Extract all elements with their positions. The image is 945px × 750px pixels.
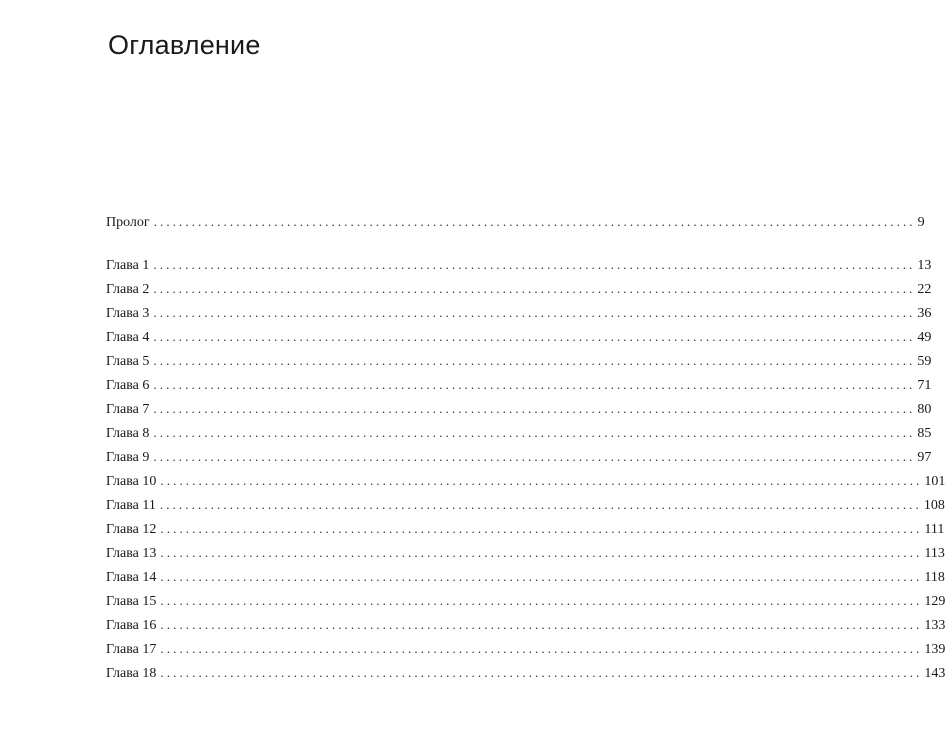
dot-leader: ........................................................................................................................ xyxy=(153,377,916,392)
toc-entry-page-number: 85 xyxy=(917,426,932,441)
toc-entry-page-number: 143 xyxy=(924,666,945,681)
toc-entry-label: Глава 17 xyxy=(106,638,160,662)
toc-entry-label: Глава 7 xyxy=(106,398,153,422)
toc-entry-chapter-18[interactable] xyxy=(106,661,945,685)
toc-entry-chapter-17[interactable] xyxy=(106,637,945,661)
dot-leader: ........................................................................................................................ xyxy=(153,305,916,320)
toc-entry-chapter-7[interactable] xyxy=(106,397,932,421)
dot-leader: ........................................................................................................................ xyxy=(160,521,923,536)
dot-leader: ........................................................................................................................ xyxy=(153,214,916,229)
toc-entry-chapter-9[interactable] xyxy=(106,445,932,469)
toc-entry-label: Глава 14 xyxy=(106,566,160,590)
toc-entry-chapter-13[interactable] xyxy=(106,541,945,565)
toc-entry-label: Глава 6 xyxy=(106,374,153,398)
toc-entry-page-number: 108 xyxy=(923,498,945,513)
toc-entry-page-number: 97 xyxy=(917,450,932,465)
toc-entry-chapter-3[interactable] xyxy=(106,301,932,325)
dot-leader: ........................................................................................................................ xyxy=(153,281,916,296)
dot-leader: ........................................................................................................................ xyxy=(153,329,916,344)
toc-entry-page-number: 113 xyxy=(924,546,945,561)
toc-entry-page-number: 9 xyxy=(917,215,925,230)
toc-entry-page-number: 59 xyxy=(917,354,932,369)
toc-entry-chapter-16[interactable] xyxy=(106,613,945,637)
toc-entry-chapter-1[interactable] xyxy=(106,253,932,277)
dot-leader: ........................................................................................................................ xyxy=(160,569,923,584)
dot-leader: ........................................................................................................................ xyxy=(153,353,916,368)
toc-entry-label: Глава 18 xyxy=(106,662,160,686)
toc-entry-chapter-4[interactable] xyxy=(106,325,932,349)
table-of-contents xyxy=(106,210,945,685)
toc-entry-chapter-12[interactable] xyxy=(106,517,945,541)
dot-leader: ........................................................................................................................ xyxy=(153,401,916,416)
dot-leader: ........................................................................................................................ xyxy=(160,665,923,680)
toc-entry-chapter-2[interactable] xyxy=(106,277,932,301)
toc-entry-label: Глава 1 xyxy=(106,254,153,278)
dot-leader: ........................................................................................................................ xyxy=(159,497,922,512)
dot-leader: ........................................................................................................................ xyxy=(160,545,923,560)
toc-entry-chapter-6[interactable] xyxy=(106,373,932,397)
toc-entry-page-number: 111 xyxy=(924,522,945,537)
toc-entry-label: Глава 13 xyxy=(106,542,160,566)
toc-entry-label: Глава 10 xyxy=(106,470,160,494)
toc-entry-page-number: 36 xyxy=(917,306,932,321)
toc-entry-label: Глава 2 xyxy=(106,278,153,302)
dot-leader: ........................................................................................................................ xyxy=(160,617,923,632)
dot-leader: ........................................................................................................................ xyxy=(153,449,916,464)
toc-entry-label: Глава 15 xyxy=(106,590,160,614)
dot-leader: ........................................................................................................................ xyxy=(153,257,916,272)
toc-entry-label: Глава 3 xyxy=(106,302,153,326)
dot-leader: ........................................................................................................................ xyxy=(153,425,916,440)
toc-entry-page-number: 22 xyxy=(917,282,932,297)
toc-entry-page-number: 101 xyxy=(924,474,945,489)
toc-entry-chapter-14[interactable] xyxy=(106,565,945,589)
toc-entry-label: Глава 11 xyxy=(106,494,160,518)
toc-entry-page-number: 139 xyxy=(924,642,945,657)
toc-entry-page-number: 118 xyxy=(924,570,945,585)
toc-entry-prolog[interactable] xyxy=(106,210,925,234)
toc-entry-label: Глава 16 xyxy=(106,614,160,638)
toc-entry-page-number: 129 xyxy=(924,594,945,609)
toc-entry-label: Глава 12 xyxy=(106,518,160,542)
toc-entry-chapter-5[interactable] xyxy=(106,349,932,373)
toc-entry-chapter-15[interactable] xyxy=(106,589,945,613)
dot-leader: ........................................................................................................................ xyxy=(160,473,923,488)
toc-entry-page-number: 13 xyxy=(917,258,932,273)
toc-entry-chapter-10[interactable] xyxy=(106,469,945,493)
toc-entry-chapter-8[interactable] xyxy=(106,421,932,445)
toc-entry-page-number: 71 xyxy=(917,378,932,393)
toc-entry-label: Глава 9 xyxy=(106,446,153,470)
toc-entry-label: Глава 4 xyxy=(106,326,153,350)
dot-leader: ........................................................................................................................ xyxy=(160,593,923,608)
toc-entry-page-number: 133 xyxy=(924,618,945,633)
toc-entry-label: Глава 8 xyxy=(106,422,153,446)
dot-leader: ........................................................................................................................ xyxy=(160,641,923,656)
toc-entry-label: Глава 5 xyxy=(106,350,153,374)
toc-entry-page-number: 80 xyxy=(917,402,932,417)
toc-entry-label: Пролог xyxy=(106,211,154,235)
toc-entry-chapter-11[interactable] xyxy=(106,493,945,517)
page-title: Оглавление xyxy=(108,30,261,60)
toc-entry-page-number: 49 xyxy=(917,330,932,345)
